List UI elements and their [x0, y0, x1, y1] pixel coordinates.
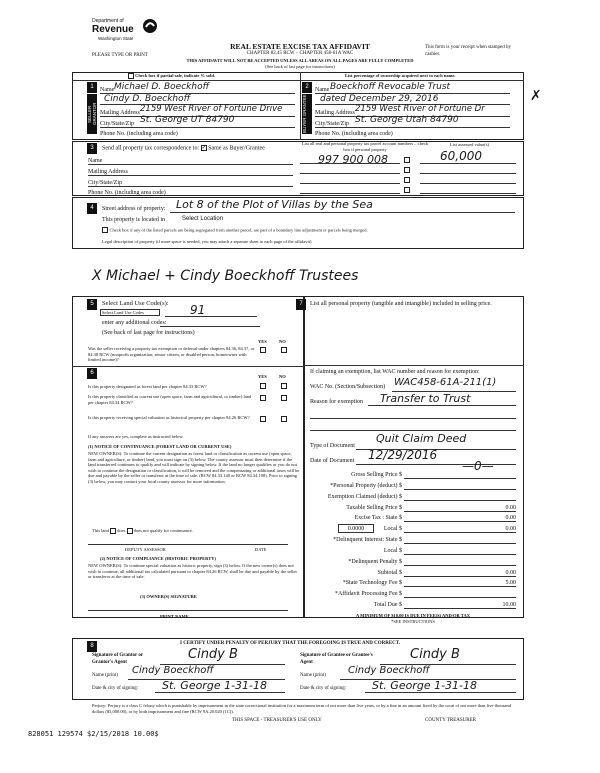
enter-additional-label: enter any additional codes: — [102, 320, 167, 326]
county-treasurer-label: COUNTY TREASURER — [425, 718, 476, 723]
total-label: Total Due $ — [373, 602, 402, 608]
treasurer-use-label: THIS SPACE - TREASURER'S USE ONLY — [232, 718, 322, 723]
does-not-checkbox[interactable] — [127, 528, 133, 534]
section-7-number: 7 — [296, 299, 306, 310]
partial-sale-label: Check box if partial sale, indicate % sold. — [135, 73, 216, 79]
print-name-label: PRINT NAME — [160, 614, 189, 619]
continuance-row — [92, 528, 193, 534]
certify-statement: I CERTIFY UNDER PENALTY OF PERJURY THAT THE FOREGOING IS TRUE AND CORRECT. — [180, 641, 401, 646]
current-use-no-checkbox[interactable] — [281, 395, 287, 401]
corr-mailing-label: Mailing Address — [88, 169, 128, 175]
local-value[interactable]: 0.00 — [505, 526, 516, 532]
date-grantee-value[interactable]: St. George 1-31-18 — [372, 679, 478, 692]
logo-line2: Revenue — [92, 24, 134, 35]
seller-city-label: City/State/Zip — [100, 121, 134, 127]
buyer-mailing-value[interactable]: 2159 West River of Fortune Dr — [355, 104, 485, 114]
seller-phone-label: Phone No. (including area code) — [100, 131, 178, 137]
perjury-note: Perjury: Perjury is a class C felony which is punishable by imprisonment in the state correctional institution for a maximum term of not more than five years, or by a fine in an amount fixed by the court of not more than five thousand dollars ($5,000.00), or by both imprisonment and fine (RCW 9A.20.020 (1C)). — [92, 703, 511, 714]
assessed-value[interactable]: 60,000 — [440, 149, 482, 163]
located-select[interactable]: Select Location — [182, 216, 224, 222]
trustees-note: X Michael + Cindy Boeckhoff Trustees — [92, 268, 359, 284]
buyer-phone-label: Phone No. (including area code) — [315, 131, 393, 137]
personal-property-checkbox-4[interactable] — [404, 187, 410, 193]
personal-label: *Personal Property (deduct) $ — [330, 483, 402, 489]
penalty-label: *Delinquent Penalty $ — [348, 559, 402, 565]
reason-value[interactable]: Transfer to Trust — [380, 392, 471, 405]
buyer-mark-x: ✗ — [530, 88, 542, 104]
seller-mailing-label: Mailing Address — [100, 110, 140, 116]
local-rate-box[interactable]: 0.0000 — [338, 524, 374, 533]
exemption-no-checkbox[interactable] — [281, 347, 287, 353]
section-8-number: 8 — [87, 641, 97, 652]
receipt-note: This form is your receipt when stamped by cashier. — [425, 45, 511, 57]
send-correspondence-row — [102, 145, 265, 151]
name-grantor-label: Name (print) — [92, 673, 118, 678]
qualify-label: qualify for continuance. — [149, 528, 193, 534]
located-label: This property is located in — [102, 217, 165, 223]
excise-state-label: Excise Tax : State $ — [354, 515, 402, 521]
sig-grantor-label: Signature of Grantor or Grantor's Agent — [92, 653, 143, 665]
assessed-header: List assessed value(s) — [450, 142, 489, 147]
please-type: PLEASE TYPE OR PRINT — [92, 53, 148, 58]
form-warning: THIS AFFIDAVIT WILL NOT BE ACCEPTED UNLESS ALL AREAS ON ALL PAGES ARE FULLY COMPLETED — [186, 58, 414, 63]
exemption-question: Was the seller receiving a property tax exemption or deferral under chapters 84.36, 84.37, or 84.38 RCW (nonprofit organization, senior citizen, or disabled person, homeowner with limited income)? — [88, 346, 255, 362]
section-4-number: 4 — [87, 203, 97, 214]
local-label: Local $ — [383, 526, 402, 532]
yes-header-1: YES — [258, 339, 267, 344]
seller-grantor-tab: SELLER GRANTOR — [87, 94, 97, 134]
sig-grantor-value[interactable]: Cindy B — [188, 647, 238, 662]
date-grantor-value[interactable]: St. George 1-31-18 — [162, 679, 268, 692]
personal-property-checkbox-3[interactable] — [404, 177, 410, 183]
doc-type-value[interactable]: Quit Claim Deed — [376, 432, 467, 445]
buyer-name-value-1[interactable]: Boeckhoff Revocable Trust — [330, 82, 451, 92]
exemption-claim-label: If claiming an exemption, list WAC number and reason for exemption: — [310, 369, 480, 375]
seller-name-label: Name — [100, 87, 115, 93]
deputy-assessor-label: DEPUTY ASSESSOR — [125, 547, 166, 552]
treasurer-stamp: 828051 129574 $2/15/2018 10.00$ — [28, 730, 159, 738]
see-back-label: (See back of last page for instructions) — [102, 330, 195, 336]
see-instructions: *SEE INSTRUCTIONS — [391, 619, 435, 624]
land-use-label: Select Land Use Code(s): — [102, 300, 169, 307]
deputy-date-label: DATE — [255, 547, 267, 552]
doc-date-label: Date of Document — [310, 458, 355, 464]
form-title: REAL ESTATE EXCISE TAX AFFIDAVIT — [230, 42, 370, 51]
seller-city-value[interactable]: St. George UT 84790 — [140, 115, 235, 125]
parcel-value[interactable]: 997 900 008 — [318, 153, 388, 166]
does-not-label: does not — [133, 528, 149, 534]
yes-header-2: YES — [258, 374, 267, 379]
gross-label: Gross Selling Price $ — [351, 472, 402, 478]
seller-name-value-2[interactable]: Cindy D. Boeckhoff — [104, 94, 191, 104]
forest-yes-checkbox[interactable] — [260, 383, 266, 389]
section-6-number: 6 — [87, 368, 97, 379]
buyer-mailing-label: Mailing Address — [315, 110, 355, 116]
legal-label: Legal description of property (if more space is needed, you may attach a separate sheet to each page of the affidavit) — [102, 239, 312, 244]
corr-city-label: City/State/Zip — [88, 180, 122, 186]
section-5-number: 5 — [87, 299, 97, 310]
form-instructions: (See back of last page for instructions) — [265, 64, 335, 69]
this-land-label: This land — [92, 528, 109, 534]
minimum-note: A MINIMUM OF $10.00 IS DUE IN FEE(S) AND/OR TAX — [356, 613, 470, 618]
does-checkbox[interactable] — [110, 528, 116, 534]
doc-date-value[interactable]: 12/29/2016 — [368, 448, 438, 462]
same-as-buyer-checkbox[interactable]: ✓ — [201, 145, 207, 151]
partial-sale-checkbox[interactable] — [128, 73, 134, 79]
delinquent-state-label: *Delinquent Interest: State $ — [333, 537, 402, 543]
same-as-buyer-label: Same as Buyer/Grantee — [208, 145, 265, 152]
personal-property-checkbox-2[interactable] — [404, 167, 410, 173]
land-use-value[interactable]: 91 — [190, 303, 206, 317]
owner-signature-label: (3) OWNER(S) SIGNATURE — [140, 594, 197, 599]
historic-question: Is this property receiving special valuation as historical property per chapter 84.26 RCW? — [88, 415, 250, 420]
does-label: does — [117, 528, 126, 534]
taxable-label: Taxable Selling Price $ — [346, 505, 402, 511]
current-use-yes-checkbox[interactable] — [260, 395, 266, 401]
excise-state-value[interactable]: 0.00 — [505, 515, 516, 521]
answers-yes-note: If any answers are yes, complete as instructed below. — [88, 434, 184, 439]
seller-name-value-1[interactable]: Michael D. Boeckhoff — [114, 82, 210, 92]
logo-line1: Department of — [92, 18, 124, 24]
date-grantee-label: Date & city of signing: — [300, 686, 347, 691]
wac-value[interactable]: WAC458-61A-211(1) — [394, 377, 497, 388]
section-3-number: 3 — [87, 143, 97, 154]
sig-grantee-label: Signature of Grantee or Grantee's Agent — [300, 653, 373, 665]
gross-mark: —0— — [462, 459, 494, 473]
delinquent-local-label: Local $ — [383, 548, 402, 554]
corr-phone-label: Phone No. (including area code) — [88, 190, 166, 196]
section-1-number: 1 — [87, 82, 97, 93]
historic-no-checkbox[interactable] — [281, 416, 287, 422]
logo-swirl-icon — [142, 18, 158, 34]
wac-label: WAC No. (Section/Subsection) — [310, 384, 386, 390]
partial-sale-row — [128, 73, 215, 79]
boundary-row — [102, 227, 368, 233]
notice1-title: (1) NOTICE OF CONTINUANCE (FOREST LAND OR CURRENT USE) — [88, 444, 232, 449]
buyer-name-label: Name — [315, 87, 330, 93]
tech-fee-label: *State Technology Fee $ — [342, 580, 402, 586]
notice2-text: NEW OWNER(S): To continue special valuation as historic property, sign (3) below. If the new owner(s) does not wish to continue, all additional tax calculated pursuant to chapter 84.26 RCW, shall be due and payable by the seller or transferor at the time of sale. — [88, 563, 298, 580]
exemption-yes-checkbox[interactable] — [260, 347, 266, 353]
current-use-question: Is this property classified as current use (open space, farm and agricultural, or timber) land per chapter 84.34 RCW? — [88, 394, 252, 405]
name-grantor-value[interactable]: Cindy Boeckhoff — [132, 665, 214, 676]
no-header-2: NO — [279, 374, 286, 379]
date-grantor-label: Date & city of signing: — [92, 686, 139, 691]
historic-yes-checkbox[interactable] — [260, 416, 266, 422]
sig-grantee-value[interactable]: Cindy B — [410, 647, 460, 662]
forest-no-checkbox[interactable] — [281, 383, 287, 389]
section-2-number: 2 — [302, 82, 312, 93]
forest-question: Is this property designated as forest land per chapter 84.33 RCW? — [88, 384, 207, 389]
buyer-city-value[interactable]: St. George Utah 84790 — [355, 115, 459, 125]
buyer-city-label: City/State/Zip — [315, 121, 349, 127]
boundary-note: Check box if any of the listed parcels are being segregated from another parcel, are part of a boundary line adjustment or parcels being merged. — [109, 227, 368, 233]
subtotal-label: Subtotal $ — [377, 570, 402, 576]
land-use-placeholder: Select Land Use Codes — [102, 310, 144, 315]
logo-line3: Washington State — [98, 36, 134, 41]
notice1-text: NEW OWNER(S): To continue the current designation as forest land or classification as current use (open space, farm and agriculture, or timber) land, you must sign on (3) below. The county assessor must then determine if the land transferred continues to qualify and will indicate by signing below. If the land no longer qualifies or you do not wish to continue the designation or classification, it will be removed and the compensating or additional taxes will be due and payable by the seller or transferor at the time of sale. (RCW 84.33.140 or RCW 84.34.108). Prior to signing (3) below, you may contact your local county assessor for more information. — [88, 451, 300, 484]
personal-property-checkbox-1[interactable] — [404, 157, 410, 163]
send-correspondence-label: Send all property tax correspondence to: — [102, 145, 200, 152]
reason-label: Reason for exemption — [310, 399, 363, 405]
land-use-select[interactable] — [100, 309, 160, 316]
total-value[interactable]: 10.00 — [502, 602, 516, 608]
name-grantee-label: Name (print) — [300, 673, 326, 678]
buyer-grantee-tab: BUYER GRANTEE — [302, 94, 312, 134]
boundary-checkbox[interactable] — [102, 227, 108, 233]
exemption-claimed-label: Exemption Claimed (deduct) $ — [327, 494, 402, 500]
street-value[interactable]: Lot 8 of the Plot of Villas by the Sea — [176, 198, 373, 211]
doc-type-label: Type of Document — [310, 443, 355, 449]
form-subtitle: CHAPTER 82.45 RCW – CHAPTER 458-61A WAC — [246, 51, 354, 56]
subtotal-value[interactable]: 0.00 — [505, 570, 516, 576]
personal-property-label: List all personal property (tangible and intangible) included in selling price. — [310, 301, 492, 307]
seller-mailing-value[interactable]: 2159 West River of Fortune Drive — [140, 104, 283, 114]
dor-logo — [92, 18, 162, 48]
no-header-1: NO — [279, 339, 286, 344]
name-grantee-value[interactable]: Cindy Boeckhoff — [348, 665, 430, 676]
ownership-header: List percentage of ownership acquired next to each name. — [345, 73, 456, 78]
street-label: Street address of property: — [102, 206, 166, 212]
taxable-value[interactable]: 0.00 — [505, 505, 516, 511]
buyer-name-value-2[interactable]: dated December 29, 2016 — [320, 94, 439, 104]
parcel-header: List all real and personal property tax parcel account numbers – check box if personal property — [301, 141, 429, 152]
corr-name-label: Name — [88, 158, 103, 164]
tech-fee-value[interactable]: 5.00 — [505, 580, 516, 586]
affidavit-fee-label: *Affidavit Processing Fee $ — [334, 591, 402, 597]
notice2-title: (2) NOTICE OF COMPLIANCE (HISTORIC PROPERTY) — [100, 556, 216, 561]
